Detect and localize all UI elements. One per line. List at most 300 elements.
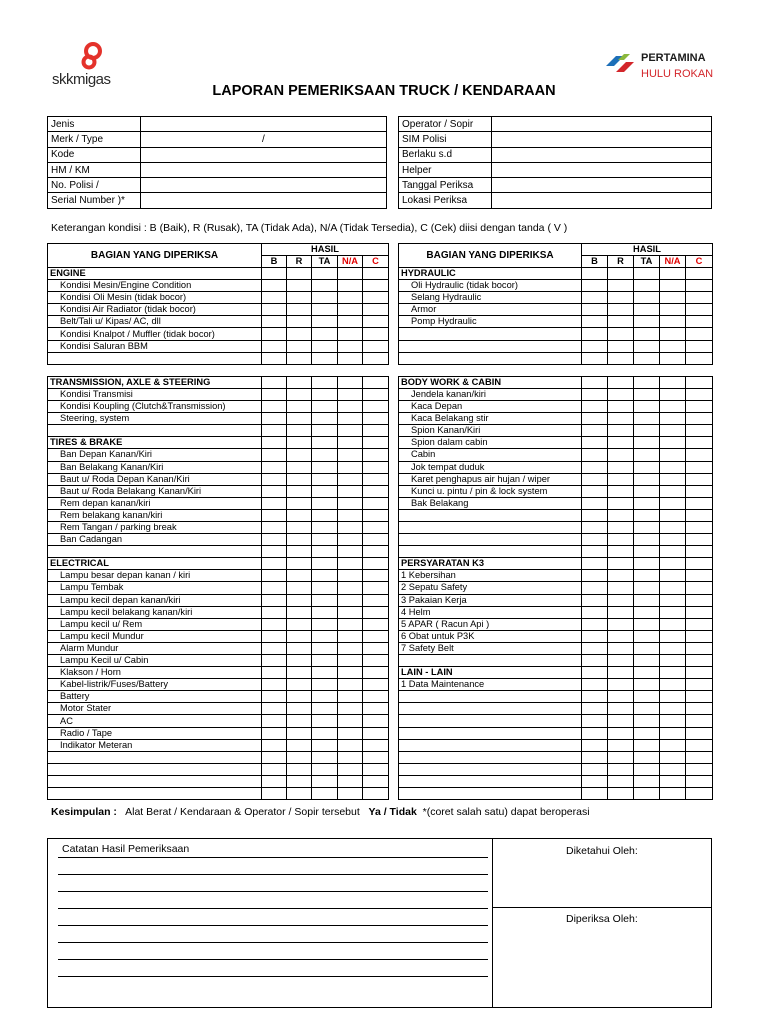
result-cell-b[interactable] <box>582 775 608 787</box>
result-cell-r[interactable] <box>608 739 634 751</box>
result-cell-b[interactable] <box>582 340 608 352</box>
result-cell-r[interactable] <box>287 521 312 533</box>
result-cell-b[interactable] <box>582 292 608 304</box>
result-cell-c[interactable] <box>363 328 389 340</box>
result-cell-c[interactable] <box>363 461 389 473</box>
result-cell-ta[interactable] <box>312 413 338 425</box>
result-cell-c[interactable] <box>363 642 389 654</box>
result-cell-ta[interactable] <box>634 788 660 800</box>
result-cell-na[interactable] <box>660 727 686 739</box>
result-cell-r[interactable] <box>287 606 312 618</box>
result-cell-na[interactable] <box>660 304 686 316</box>
result-cell-b[interactable] <box>262 691 287 703</box>
result-cell-ta[interactable] <box>634 328 660 340</box>
result-cell-c[interactable] <box>686 594 713 606</box>
result-cell-na[interactable] <box>338 679 363 691</box>
info-value[interactable] <box>141 193 387 208</box>
result-cell-ta[interactable] <box>312 691 338 703</box>
result-cell-b[interactable] <box>582 425 608 437</box>
result-cell-ta[interactable] <box>312 521 338 533</box>
result-cell-c[interactable] <box>686 449 713 461</box>
result-cell-ta[interactable] <box>312 715 338 727</box>
result-cell-na[interactable] <box>338 763 363 775</box>
result-cell-b[interactable] <box>582 328 608 340</box>
result-cell-ta[interactable] <box>634 630 660 642</box>
result-cell-na[interactable] <box>660 401 686 413</box>
result-cell-na[interactable] <box>338 618 363 630</box>
result-cell-na[interactable] <box>660 328 686 340</box>
result-cell-na[interactable] <box>660 775 686 787</box>
result-cell-b[interactable] <box>582 521 608 533</box>
result-cell-ta[interactable] <box>634 401 660 413</box>
result-cell-na[interactable] <box>660 413 686 425</box>
result-cell-ta[interactable] <box>312 775 338 787</box>
result-cell-na[interactable] <box>338 485 363 497</box>
result-cell-c[interactable] <box>686 751 713 763</box>
result-cell-na[interactable] <box>660 473 686 485</box>
result-cell-r[interactable] <box>608 340 634 352</box>
result-cell-b[interactable] <box>582 727 608 739</box>
result-cell-c[interactable] <box>363 401 389 413</box>
note-line[interactable] <box>58 942 488 943</box>
result-cell-c[interactable] <box>686 437 713 449</box>
result-cell-na[interactable] <box>338 570 363 582</box>
result-cell-na[interactable] <box>660 485 686 497</box>
result-cell-na[interactable] <box>660 763 686 775</box>
result-cell-c[interactable] <box>686 582 713 594</box>
result-cell-na[interactable] <box>338 655 363 667</box>
result-cell-na[interactable] <box>338 521 363 533</box>
result-cell-c[interactable] <box>686 691 713 703</box>
result-cell-b[interactable] <box>262 352 287 364</box>
result-cell-c[interactable] <box>363 509 389 521</box>
result-cell-na[interactable] <box>660 316 686 328</box>
result-cell-c[interactable] <box>363 788 389 800</box>
result-cell-r[interactable] <box>287 449 312 461</box>
result-cell-ta[interactable] <box>312 727 338 739</box>
result-cell-c[interactable] <box>686 401 713 413</box>
result-cell-ta[interactable] <box>312 461 338 473</box>
result-cell-ta[interactable] <box>312 667 338 679</box>
result-cell-b[interactable] <box>582 485 608 497</box>
result-cell-c[interactable] <box>363 316 389 328</box>
result-cell-b[interactable] <box>582 546 608 558</box>
result-cell-r[interactable] <box>287 546 312 558</box>
result-cell-c[interactable] <box>363 630 389 642</box>
result-cell-r[interactable] <box>608 630 634 642</box>
result-cell-r[interactable] <box>287 570 312 582</box>
result-cell-b[interactable] <box>262 775 287 787</box>
result-cell-na[interactable] <box>660 534 686 546</box>
result-cell-r[interactable] <box>608 618 634 630</box>
result-cell-r[interactable] <box>608 606 634 618</box>
result-cell-r[interactable] <box>608 570 634 582</box>
result-cell-b[interactable] <box>262 703 287 715</box>
result-cell-na[interactable] <box>338 509 363 521</box>
info-value[interactable] <box>492 162 712 177</box>
result-cell-r[interactable] <box>287 280 312 292</box>
result-cell-b[interactable] <box>262 715 287 727</box>
result-cell-b[interactable] <box>582 618 608 630</box>
result-cell-c[interactable] <box>363 667 389 679</box>
result-cell-ta[interactable] <box>634 413 660 425</box>
result-cell-b[interactable] <box>582 280 608 292</box>
result-cell-c[interactable] <box>363 304 389 316</box>
result-cell-ta[interactable] <box>312 304 338 316</box>
result-cell-na[interactable] <box>338 594 363 606</box>
result-cell-c[interactable] <box>363 582 389 594</box>
info-value[interactable] <box>492 147 712 162</box>
result-cell-c[interactable] <box>363 691 389 703</box>
result-cell-ta[interactable] <box>312 655 338 667</box>
result-cell-na[interactable] <box>338 534 363 546</box>
result-cell-r[interactable] <box>608 388 634 400</box>
result-cell-ta[interactable] <box>312 751 338 763</box>
result-cell-ta[interactable] <box>634 521 660 533</box>
result-cell-b[interactable] <box>582 352 608 364</box>
result-cell-na[interactable] <box>338 388 363 400</box>
result-cell-r[interactable] <box>608 292 634 304</box>
result-cell-b[interactable] <box>262 461 287 473</box>
result-cell-na[interactable] <box>338 328 363 340</box>
result-cell-na[interactable] <box>660 655 686 667</box>
result-cell-na[interactable] <box>660 521 686 533</box>
result-cell-ta[interactable] <box>312 316 338 328</box>
result-cell-na[interactable] <box>660 461 686 473</box>
result-cell-c[interactable] <box>363 763 389 775</box>
result-cell-r[interactable] <box>287 763 312 775</box>
result-cell-r[interactable] <box>287 775 312 787</box>
info-value[interactable] <box>141 117 387 132</box>
info-value[interactable]: / <box>141 132 387 147</box>
result-cell-c[interactable] <box>363 534 389 546</box>
result-cell-ta[interactable] <box>312 618 338 630</box>
result-cell-b[interactable] <box>582 413 608 425</box>
result-cell-b[interactable] <box>262 473 287 485</box>
result-cell-r[interactable] <box>608 751 634 763</box>
result-cell-ta[interactable] <box>634 691 660 703</box>
result-cell-b[interactable] <box>582 570 608 582</box>
result-cell-na[interactable] <box>338 292 363 304</box>
result-cell-c[interactable] <box>363 497 389 509</box>
result-cell-na[interactable] <box>660 691 686 703</box>
result-cell-na[interactable] <box>660 679 686 691</box>
result-cell-b[interactable] <box>582 788 608 800</box>
result-cell-c[interactable] <box>686 425 713 437</box>
result-cell-ta[interactable] <box>312 594 338 606</box>
result-cell-r[interactable] <box>608 642 634 654</box>
result-cell-r[interactable] <box>287 509 312 521</box>
result-cell-r[interactable] <box>287 715 312 727</box>
result-cell-b[interactable] <box>582 763 608 775</box>
result-cell-r[interactable] <box>608 473 634 485</box>
result-cell-ta[interactable] <box>634 655 660 667</box>
result-cell-ta[interactable] <box>634 546 660 558</box>
result-cell-na[interactable] <box>660 437 686 449</box>
result-cell-na[interactable] <box>338 316 363 328</box>
result-cell-na[interactable] <box>660 340 686 352</box>
result-cell-r[interactable] <box>608 727 634 739</box>
info-value[interactable] <box>492 193 712 208</box>
info-value[interactable] <box>492 117 712 132</box>
result-cell-ta[interactable] <box>634 473 660 485</box>
result-cell-b[interactable] <box>262 667 287 679</box>
result-cell-b[interactable] <box>582 679 608 691</box>
result-cell-ta[interactable] <box>634 534 660 546</box>
result-cell-b[interactable] <box>262 388 287 400</box>
result-cell-c[interactable] <box>363 546 389 558</box>
result-cell-na[interactable] <box>338 413 363 425</box>
result-cell-na[interactable] <box>338 449 363 461</box>
result-cell-r[interactable] <box>608 328 634 340</box>
result-cell-ta[interactable] <box>312 401 338 413</box>
result-cell-r[interactable] <box>287 751 312 763</box>
result-cell-ta[interactable] <box>634 449 660 461</box>
result-cell-na[interactable] <box>660 594 686 606</box>
result-cell-ta[interactable] <box>312 352 338 364</box>
result-cell-na[interactable] <box>338 473 363 485</box>
result-cell-ta[interactable] <box>312 280 338 292</box>
result-cell-b[interactable] <box>262 280 287 292</box>
result-cell-c[interactable] <box>686 546 713 558</box>
result-cell-c[interactable] <box>363 473 389 485</box>
result-cell-r[interactable] <box>608 582 634 594</box>
result-cell-c[interactable] <box>686 618 713 630</box>
result-cell-c[interactable] <box>363 388 389 400</box>
result-cell-ta[interactable] <box>634 388 660 400</box>
result-cell-ta[interactable] <box>312 340 338 352</box>
result-cell-c[interactable] <box>363 292 389 304</box>
result-cell-b[interactable] <box>262 485 287 497</box>
result-cell-c[interactable] <box>686 775 713 787</box>
result-cell-na[interactable] <box>338 401 363 413</box>
result-cell-b[interactable] <box>582 449 608 461</box>
result-cell-na[interactable] <box>660 642 686 654</box>
result-cell-na[interactable] <box>660 425 686 437</box>
info-value[interactable] <box>141 162 387 177</box>
note-line[interactable] <box>58 874 488 875</box>
note-line[interactable] <box>58 857 488 858</box>
result-cell-c[interactable] <box>363 655 389 667</box>
result-cell-r[interactable] <box>287 316 312 328</box>
result-cell-r[interactable] <box>608 691 634 703</box>
info-value[interactable] <box>492 178 712 193</box>
result-cell-ta[interactable] <box>634 618 660 630</box>
result-cell-c[interactable] <box>686 388 713 400</box>
result-cell-ta[interactable] <box>634 570 660 582</box>
result-cell-r[interactable] <box>608 461 634 473</box>
result-cell-b[interactable] <box>262 509 287 521</box>
result-cell-r[interactable] <box>608 509 634 521</box>
result-cell-b[interactable] <box>582 691 608 703</box>
result-cell-b[interactable] <box>262 739 287 751</box>
result-cell-na[interactable] <box>338 606 363 618</box>
result-cell-r[interactable] <box>608 521 634 533</box>
result-cell-b[interactable] <box>582 461 608 473</box>
result-cell-c[interactable] <box>363 679 389 691</box>
result-cell-na[interactable] <box>338 352 363 364</box>
result-cell-na[interactable] <box>338 715 363 727</box>
result-cell-c[interactable] <box>363 775 389 787</box>
result-cell-c[interactable] <box>363 739 389 751</box>
result-cell-ta[interactable] <box>312 642 338 654</box>
result-cell-c[interactable] <box>686 521 713 533</box>
result-cell-b[interactable] <box>582 534 608 546</box>
result-cell-na[interactable] <box>660 751 686 763</box>
result-cell-r[interactable] <box>608 679 634 691</box>
info-value[interactable] <box>141 147 387 162</box>
result-cell-ta[interactable] <box>634 437 660 449</box>
result-cell-ta[interactable] <box>312 485 338 497</box>
result-cell-ta[interactable] <box>634 715 660 727</box>
result-cell-ta[interactable] <box>312 788 338 800</box>
result-cell-r[interactable] <box>287 739 312 751</box>
result-cell-r[interactable] <box>287 461 312 473</box>
result-cell-ta[interactable] <box>312 449 338 461</box>
result-cell-r[interactable] <box>608 280 634 292</box>
result-cell-r[interactable] <box>287 703 312 715</box>
result-cell-na[interactable] <box>338 461 363 473</box>
result-cell-na[interactable] <box>338 630 363 642</box>
result-cell-b[interactable] <box>262 401 287 413</box>
result-cell-ta[interactable] <box>312 534 338 546</box>
result-cell-b[interactable] <box>262 425 287 437</box>
result-cell-na[interactable] <box>660 570 686 582</box>
result-cell-r[interactable] <box>287 425 312 437</box>
result-cell-c[interactable] <box>686 655 713 667</box>
result-cell-b[interactable] <box>582 642 608 654</box>
result-cell-ta[interactable] <box>634 292 660 304</box>
info-value[interactable] <box>141 178 387 193</box>
result-cell-r[interactable] <box>287 618 312 630</box>
result-cell-c[interactable] <box>686 509 713 521</box>
result-cell-b[interactable] <box>582 594 608 606</box>
result-cell-r[interactable] <box>608 497 634 509</box>
result-cell-c[interactable] <box>686 413 713 425</box>
result-cell-r[interactable] <box>287 340 312 352</box>
result-cell-r[interactable] <box>608 304 634 316</box>
result-cell-ta[interactable] <box>312 679 338 691</box>
result-cell-c[interactable] <box>363 618 389 630</box>
result-cell-r[interactable] <box>287 691 312 703</box>
result-cell-ta[interactable] <box>312 763 338 775</box>
result-cell-c[interactable] <box>686 788 713 800</box>
result-cell-na[interactable] <box>338 727 363 739</box>
result-cell-r[interactable] <box>287 594 312 606</box>
result-cell-na[interactable] <box>660 497 686 509</box>
result-cell-r[interactable] <box>608 775 634 787</box>
result-cell-na[interactable] <box>660 352 686 364</box>
result-cell-na[interactable] <box>660 715 686 727</box>
result-cell-ta[interactable] <box>634 642 660 654</box>
result-cell-c[interactable] <box>686 340 713 352</box>
result-cell-b[interactable] <box>262 292 287 304</box>
result-cell-b[interactable] <box>582 715 608 727</box>
result-cell-r[interactable] <box>287 292 312 304</box>
result-cell-c[interactable] <box>363 594 389 606</box>
result-cell-c[interactable] <box>686 497 713 509</box>
result-cell-r[interactable] <box>608 715 634 727</box>
result-cell-c[interactable] <box>686 352 713 364</box>
note-line[interactable] <box>58 976 488 977</box>
result-cell-ta[interactable] <box>312 473 338 485</box>
result-cell-na[interactable] <box>338 667 363 679</box>
result-cell-na[interactable] <box>338 775 363 787</box>
result-cell-ta[interactable] <box>312 546 338 558</box>
result-cell-b[interactable] <box>582 509 608 521</box>
result-cell-b[interactable] <box>262 328 287 340</box>
result-cell-b[interactable] <box>582 703 608 715</box>
result-cell-ta[interactable] <box>634 497 660 509</box>
result-cell-b[interactable] <box>582 739 608 751</box>
result-cell-b[interactable] <box>262 594 287 606</box>
result-cell-ta[interactable] <box>634 594 660 606</box>
result-cell-r[interactable] <box>608 788 634 800</box>
result-cell-c[interactable] <box>363 570 389 582</box>
result-cell-na[interactable] <box>338 280 363 292</box>
note-line[interactable] <box>58 925 488 926</box>
result-cell-na[interactable] <box>338 691 363 703</box>
result-cell-ta[interactable] <box>634 485 660 497</box>
result-cell-ta[interactable] <box>312 582 338 594</box>
result-cell-r[interactable] <box>287 642 312 654</box>
result-cell-r[interactable] <box>287 788 312 800</box>
result-cell-ta[interactable] <box>634 304 660 316</box>
result-cell-r[interactable] <box>287 655 312 667</box>
result-cell-na[interactable] <box>660 509 686 521</box>
result-cell-na[interactable] <box>338 739 363 751</box>
result-cell-ta[interactable] <box>312 292 338 304</box>
result-cell-c[interactable] <box>363 280 389 292</box>
result-cell-r[interactable] <box>608 352 634 364</box>
result-cell-c[interactable] <box>363 425 389 437</box>
result-cell-b[interactable] <box>262 304 287 316</box>
result-cell-b[interactable] <box>262 570 287 582</box>
result-cell-na[interactable] <box>660 739 686 751</box>
result-cell-r[interactable] <box>287 497 312 509</box>
result-cell-r[interactable] <box>287 485 312 497</box>
result-cell-na[interactable] <box>660 618 686 630</box>
result-cell-b[interactable] <box>262 751 287 763</box>
result-cell-na[interactable] <box>338 546 363 558</box>
result-cell-r[interactable] <box>608 485 634 497</box>
result-cell-ta[interactable] <box>634 316 660 328</box>
result-cell-c[interactable] <box>363 727 389 739</box>
result-cell-na[interactable] <box>338 751 363 763</box>
result-cell-c[interactable] <box>686 727 713 739</box>
result-cell-ta[interactable] <box>312 509 338 521</box>
result-cell-r[interactable] <box>287 582 312 594</box>
note-line[interactable] <box>58 891 488 892</box>
result-cell-ta[interactable] <box>634 739 660 751</box>
result-cell-c[interactable] <box>686 280 713 292</box>
result-cell-ta[interactable] <box>634 606 660 618</box>
result-cell-ta[interactable] <box>312 630 338 642</box>
note-line[interactable] <box>58 959 488 960</box>
result-cell-na[interactable] <box>660 788 686 800</box>
result-cell-b[interactable] <box>582 630 608 642</box>
result-cell-b[interactable] <box>262 340 287 352</box>
result-cell-c[interactable] <box>686 485 713 497</box>
result-cell-c[interactable] <box>686 316 713 328</box>
result-cell-r[interactable] <box>287 388 312 400</box>
result-cell-b[interactable] <box>582 316 608 328</box>
result-cell-c[interactable] <box>686 679 713 691</box>
result-cell-ta[interactable] <box>634 461 660 473</box>
result-cell-b[interactable] <box>582 655 608 667</box>
result-cell-ta[interactable] <box>634 280 660 292</box>
result-cell-ta[interactable] <box>312 497 338 509</box>
